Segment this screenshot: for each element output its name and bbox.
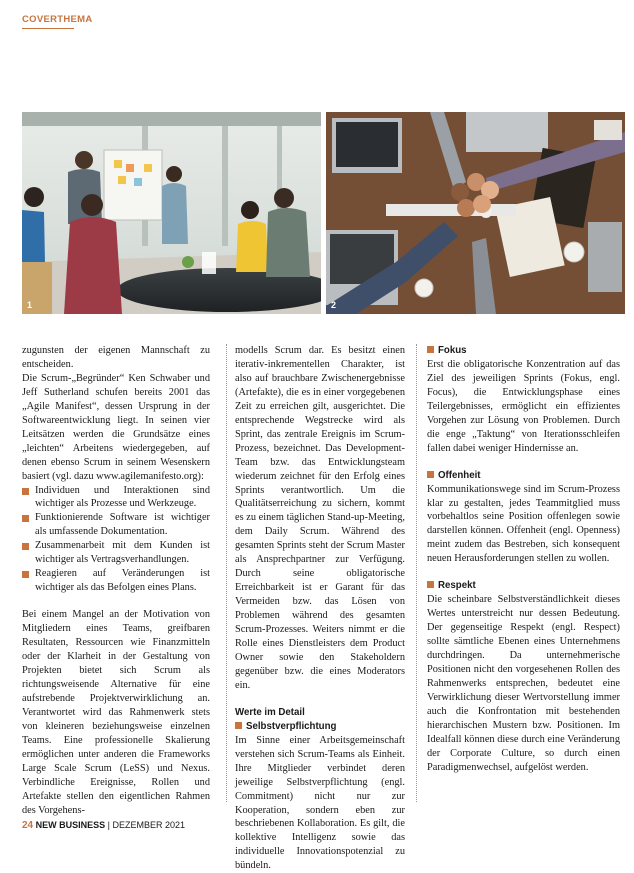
paragraph: Bei einem Mangel an der Motivation von Mitgliedern eines Teams, greifbaren Resultaten, Ressourcen wie Finanzmitteln oder der Klarheit in der Gestaltung von Projekten bietet sich Scrum als richtungsweisende Alternative für eine aufstrebende Projektverwirklichung an. Verantwortet wird das Rahmenwerk stets von kleineren beziehungsweise einzelnen Teams. Eine professionelle Skalierung ermöglichen unter anderen die Frameworks Large Scale Scrum (LeSS) und Nexus. Verbindliche Ereignisse, Rollen und Artefakte stellen den eigentlichen Rahmen des Vorgehens- <box>22 609 210 816</box>
square-bullet-icon <box>235 722 242 729</box>
paragraph: Erst die obligatorische Konzentration auf das Ziel des jeweiligen Sprints (Fokus, engl. Focus), die Entwicklungsphase eines Teilergebnisses, ermöglicht ein effizientes Vorgehen zur Lösung von Problemen. Durch die enge „Taktung“ von Iterationsschleifen fallen dabei weniger Hindernisse an. <box>427 358 620 454</box>
square-bullet-icon <box>427 346 434 353</box>
text-column-1 <box>22 344 210 817</box>
paragraph: Kommunikationswege sind im Scrum-Prozess klar zu gestalten, jedes Teammitglied muss vorbehaltlos seine Position offenlegen sowie darstellen können. Offenheit (engl. Openness) meint zudem das Bestreben, sich konsequent neuen Herausforderungen stellen zu wollen. <box>427 483 620 565</box>
page-number: 24 <box>22 820 34 831</box>
column-divider <box>226 344 227 802</box>
magazine-name: NEW BUSINESS <box>35 820 106 830</box>
text-column-3 <box>427 344 620 775</box>
column-divider <box>416 344 417 802</box>
section-heading: Werte im Detail <box>235 706 305 718</box>
photo-meeting <box>22 112 321 314</box>
section-rule <box>22 28 74 29</box>
photo-teamwork <box>326 112 625 314</box>
list-item: Zusammenarbeit mit dem Kunden ist wichtiger als Vertragsverhandlungen. <box>22 539 210 567</box>
paragraph: Die scheinbare Selbstverständlichkeit dieses Wertes unterstreicht nur dessen Bedeutung. Der gegenseitige Respekt (engl. Respect) sollte sämtliche Ebenen eines Unternehmens durchdringen. Da unternehmerische Positionen nicht den vorgesehenen Rollen des Rahmenwerks entsprechen, bedeutet eine Verwirklichung dieser Wertvorstellung immer auch die Konfrontation mit bestehenden hierarchischen Mustern bzw. Positionen. Im Idealfall können diese durch eine Veränderung der Corporate Culture, so durch einen Paradigmenwechsel, aufgelöst werden. <box>427 594 620 773</box>
manifesto-list <box>22 484 210 596</box>
subheading: Offenheit <box>427 469 620 483</box>
issue-date: DEZEMBER 2021 <box>112 820 186 830</box>
section-label: COVERTHEMA <box>22 14 93 25</box>
text-column-2 <box>235 344 405 873</box>
paragraph: modells Scrum dar. Es besitzt einen iterativ-inkrementellen Charakter, ist also auf brauchbare Zwischenergebnisse (Artefakte), die es in einer vorgegebenen Zeit zu erreichen gilt, ausgerichtet. Die entsprechende Wegstrecke wird als Sprint, das zentrale Ereignis im Scrum-Prozess, bezeichnet. Das Development-Team bzw. das Entwicklungsteam wiederum zeichnet für den Erfolg eines Sprints verantwortlich. Um die Qualitätserreichung zu sichern, kommt es zu einem täglichen Stand-up-Meeting, dem Daily Scrum. Während des gesamten Sprints steht der Scrum Master als Ansprechpartner zur Verfügung. Durch seine obligatorische Erreichbarkeit ist er Garant für das Vermeiden bzw. das Lösen von Problemen während des gesamten Scrum-Prozesses. Weiters nimmt er die Rolle eines Dienstleisters dem Product Owner sowie den Stakeholdern gegenüber bzw. die eines Moderators ein. <box>235 345 405 691</box>
photo-number: 2 <box>331 300 337 310</box>
list-item: Individuen und Interaktionen sind wichtiger als Prozesse und Werkzeuge. <box>22 484 210 512</box>
subheading: Respekt <box>427 579 620 593</box>
square-bullet-icon <box>427 581 434 588</box>
footer-separator: | <box>107 820 111 830</box>
page-footer <box>22 820 185 831</box>
paragraph: Die Scrum-„Begründer“ Ken Schwaber und Jeff Sutherland schufen bereits 2001 das „Agile Manifest“, dessen Ursprung in der Softwareentwicklung liegt. In seinen vier Leitsätzen werden die Grundsätze eines „leichten“ Arbeitens wiedergegeben, auf denen ebenso Scrum in seinem Wesenskern basiert (vgl. dazu www.agilemanifesto.org): <box>22 372 210 482</box>
list-item: Funktionierende Software ist wichtiger als umfassende Dokumentation. <box>22 511 210 539</box>
subheading: Fokus <box>427 344 620 358</box>
subheading: Selbstverpflichtung <box>235 720 405 734</box>
list-item: Reagieren auf Veränderungen ist wichtiger als das Befolgen eines Plans. <box>22 567 210 595</box>
square-bullet-icon <box>427 471 434 478</box>
photo-number: 1 <box>27 300 33 310</box>
paragraph: zugunsten der eigenen Mannschaft zu entscheiden. <box>22 345 210 370</box>
paragraph: Im Sinne einer Arbeitsgemeinschaft verstehen sich Scrum-Teams als Einheit. Ihre Mitglieder verbindet deren jeweilige Selbstverpflichtung (engl. Commitment) nicht nur zur Kooperation, sondern eben zur beschriebenen Kollaboration. Es gilt, die kollektive Intelligenz sowie das individuelle Innovationspotenzial zu bündeln. <box>235 734 405 872</box>
